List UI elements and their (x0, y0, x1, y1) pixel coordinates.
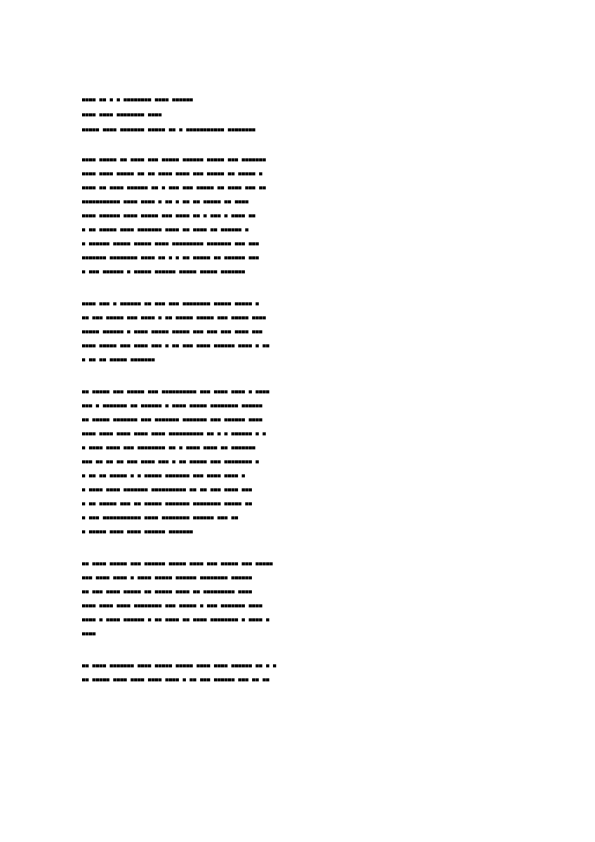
header-line-3: ▄▄▄▄▄ ▄▄▄▄ ▄▄▄▄▄▄▄ ▄▄▄▄▄ ▄▄ ▄ ▄▄▄▄▄▄▄▄▄▄▄ ▄▄▄▄▄▄▄▄ (82, 126, 256, 132)
text-line: ▄▄▄▄ ▄▄▄▄▄ ▄▄ ▄▄▄▄ ▄▄▄ ▄▄▄▄▄ ▄▄▄▄▄▄ ▄▄▄▄▄ ▄▄▄ ▄▄▄▄▄▄▄ (82, 156, 267, 162)
text-line: ▄▄ ▄▄▄ ▄▄▄▄ ▄▄▄▄▄ ▄▄ ▄▄▄▄▄ ▄▄▄▄ ▄▄ ▄▄▄▄▄▄▄▄▄ ▄▄▄▄ (82, 588, 253, 594)
text-line: ▄ ▄▄▄ ▄▄▄▄▄▄▄▄▄▄▄ ▄▄▄▄ ▄▄▄▄▄▄▄▄ ▄▄▄▄▄▄ ▄▄▄ ▄▄ (82, 514, 239, 520)
text-line: ▄▄▄▄▄ ▄▄▄▄▄▄ ▄ ▄▄▄▄ ▄▄▄▄▄ ▄▄▄▄▄ ▄▄▄ ▄▄▄ ▄▄▄ ▄▄▄▄ ▄▄▄ (82, 328, 263, 334)
text-line: ▄▄▄▄ ▄▄ ▄▄▄▄ ▄▄▄▄▄▄ ▄▄ ▄ ▄▄▄ ▄▄▄ ▄▄▄▄▄ ▄▄ ▄▄▄▄ ▄▄▄ ▄▄ (82, 184, 267, 190)
text-line: ▄▄▄▄ ▄▄▄▄ ▄▄▄▄▄ ▄▄ ▄▄ ▄▄▄▄ ▄▄▄▄ ▄▄▄ ▄▄▄▄▄ ▄▄ ▄▄▄▄▄ ▄ (82, 170, 263, 176)
document-header (82, 96, 522, 141)
text-line: ▄▄▄ ▄▄▄▄ ▄▄▄▄ ▄ ▄▄▄▄ ▄▄▄▄▄ ▄▄▄▄▄▄ ▄▄▄▄▄▄▄▄ ▄▄▄▄▄▄ (82, 574, 253, 580)
text-line: ▄ ▄▄ ▄▄ ▄▄▄▄▄ ▄▄▄▄▄▄▄ (82, 356, 155, 362)
paragraph-4 (82, 560, 516, 637)
text-line: ▄▄▄ ▄▄ ▄▄ ▄▄ ▄▄▄ ▄▄▄▄ ▄▄▄ ▄ ▄▄ ▄▄▄▄▄ ▄▄▄ ▄▄▄▄▄▄▄▄ ▄ (82, 458, 260, 464)
header-line-2: ▄▄▄▄ ▄▄▄▄ ▄▄▄▄▄▄▄▄ ▄▄▄▄ (82, 111, 162, 117)
text-line: ▄ ▄▄▄▄ ▄▄▄▄ ▄▄▄▄▄▄▄ ▄▄▄▄▄▄▄▄▄▄ ▄▄ ▄▄ ▄▄▄ ▄▄▄▄ ▄▄▄ (82, 486, 253, 492)
paragraph-3 (82, 388, 516, 535)
text-line: ▄▄▄▄ ▄▄▄▄▄▄ ▄▄▄▄ ▄▄▄▄▄ ▄▄▄ ▄▄▄▄ ▄▄ ▄ ▄▄▄ ▄ ▄▄▄▄ ▄▄ (82, 212, 256, 218)
text-line: ▄ ▄▄ ▄▄▄▄▄ ▄▄▄▄ ▄▄▄▄▄▄▄ ▄▄▄▄ ▄▄ ▄▄▄▄ ▄▄ ▄▄▄▄▄▄ ▄ (82, 226, 249, 232)
text-line: ▄▄▄▄ ▄ ▄▄▄▄ ▄▄▄▄▄▄ ▄ ▄▄ ▄▄▄▄ ▄▄ ▄▄▄▄ ▄▄▄▄▄▄▄▄ ▄ ▄▄▄▄ ▄ (82, 616, 270, 622)
text-line: ▄▄▄▄ ▄▄▄▄▄ ▄▄▄ ▄▄▄▄ ▄▄▄ ▄ ▄▄ ▄▄▄ ▄▄▄▄ ▄▄▄▄▄▄ ▄▄▄▄ ▄ ▄▄ (82, 342, 270, 348)
text-line: ▄▄ ▄▄▄▄ ▄▄▄▄▄ ▄▄▄ ▄▄▄▄▄▄ ▄▄▄▄▄ ▄▄▄▄ ▄▄▄ ▄▄▄▄▄ ▄▄▄ ▄▄▄▄▄ (82, 560, 274, 566)
text-line: ▄ ▄▄▄▄ ▄▄▄▄ ▄▄▄ ▄▄▄▄▄▄▄▄ ▄▄ ▄ ▄▄▄▄ ▄▄▄▄ ▄▄ ▄▄▄▄▄▄▄ (82, 444, 256, 450)
text-line: ▄▄▄▄▄▄▄ ▄▄▄▄▄▄▄▄ ▄▄▄▄ ▄▄ ▄ ▄ ▄▄ ▄▄▄▄▄ ▄▄ ▄▄▄▄▄▄ ▄▄▄ (82, 254, 260, 260)
text-line: ▄▄▄▄▄▄▄▄▄▄▄ ▄▄▄▄ ▄▄▄▄ ▄ ▄▄ ▄ ▄▄ ▄▄ ▄▄▄▄▄ ▄▄ ▄▄▄▄ (82, 198, 249, 204)
paragraph-1 (82, 156, 516, 275)
text-line: ▄▄ ▄▄▄▄▄ ▄▄▄▄ ▄▄▄▄ ▄▄▄▄ ▄▄▄▄ ▄ ▄▄ ▄▄▄ ▄▄▄▄▄▄ ▄▄▄ ▄▄ ▄▄ (82, 676, 270, 682)
text-line: ▄▄▄▄ (82, 630, 96, 636)
text-line: ▄▄ ▄▄▄▄▄ ▄▄▄ ▄▄▄▄▄ ▄▄▄ ▄▄▄▄▄▄▄▄▄▄ ▄▄▄ ▄▄▄▄ ▄▄▄▄ ▄ ▄▄▄▄ (82, 388, 270, 394)
text-line: ▄▄▄▄ ▄▄▄▄ ▄▄▄▄ ▄▄▄▄ ▄▄▄▄ ▄▄▄▄▄▄▄▄▄▄ ▄▄ ▄ ▄ ▄▄▄▄▄▄ ▄ ▄ (82, 430, 267, 436)
header-line-1: ▄▄▄▄ ▄▄ ▄ ▄ ▄▄▄▄▄▄▄▄ ▄▄▄▄ ▄▄▄▄▄▄ (82, 96, 194, 102)
text-line: ▄▄▄▄ ▄▄▄▄ ▄▄▄▄ ▄▄▄▄▄▄▄▄ ▄▄▄ ▄▄▄▄▄ ▄ ▄▄▄ ▄▄▄▄▄▄▄ ▄▄▄▄ (82, 602, 263, 608)
text-line: ▄▄ ▄▄▄▄▄ ▄▄▄▄▄▄▄ ▄▄▄ ▄▄▄▄▄▄▄ ▄▄▄▄▄▄▄ ▄▄▄ ▄▄▄▄▄▄ ▄▄▄▄ (82, 416, 263, 422)
text-line: ▄▄▄▄ ▄▄▄ ▄ ▄▄▄▄▄▄ ▄▄ ▄▄▄ ▄▄▄ ▄▄▄▄▄▄▄▄ ▄▄▄▄▄ ▄▄▄▄▄ ▄ (82, 300, 260, 306)
document-body (82, 156, 516, 708)
text-line: ▄ ▄▄▄▄▄▄ ▄▄▄▄▄ ▄▄▄▄▄ ▄▄▄▄ ▄▄▄▄▄▄▄▄▄ ▄▄▄▄▄▄▄ ▄▄▄ ▄▄▄ (82, 240, 260, 246)
text-line: ▄ ▄▄▄ ▄▄▄▄▄▄ ▄ ▄▄▄▄▄ ▄▄▄▄▄▄ ▄▄▄▄▄ ▄▄▄▄▄ ▄▄▄▄▄▄▄ (82, 268, 246, 274)
text-line: ▄ ▄▄ ▄▄ ▄▄▄▄▄ ▄ ▄ ▄▄▄▄▄ ▄▄▄▄▄▄▄ ▄▄▄ ▄▄▄▄ ▄▄▄▄ ▄ (82, 472, 246, 478)
paragraph-5 (82, 662, 516, 683)
text-line: ▄▄▄ ▄ ▄▄▄▄▄▄▄ ▄▄ ▄▄▄▄▄▄ ▄ ▄▄▄▄ ▄▄▄▄▄ ▄▄▄▄▄▄▄▄ ▄▄▄▄▄▄ (82, 402, 263, 408)
text-line: ▄ ▄▄ ▄▄▄▄▄ ▄▄▄ ▄▄ ▄▄▄▄▄ ▄▄▄▄▄▄▄ ▄▄▄▄▄▄▄▄ ▄▄▄▄▄ ▄▄ (82, 500, 253, 506)
paragraph-2 (82, 300, 516, 363)
text-line: ▄▄ ▄▄▄▄ ▄▄▄▄▄▄▄ ▄▄▄▄ ▄▄▄▄▄ ▄▄▄▄▄ ▄▄▄▄ ▄▄▄▄ ▄▄▄▄▄▄ ▄▄ ▄ ▄ (82, 662, 277, 668)
text-line: ▄ ▄▄▄▄▄ ▄▄▄▄ ▄▄▄▄ ▄▄▄▄▄▄ ▄▄▄▄▄▄▄ (82, 528, 194, 534)
text-line: ▄▄ ▄▄▄ ▄▄▄▄▄ ▄▄▄ ▄▄▄▄ ▄ ▄▄ ▄▄▄▄▄ ▄▄▄▄▄ ▄▄▄ ▄▄▄▄▄ ▄▄▄▄ (82, 314, 267, 320)
